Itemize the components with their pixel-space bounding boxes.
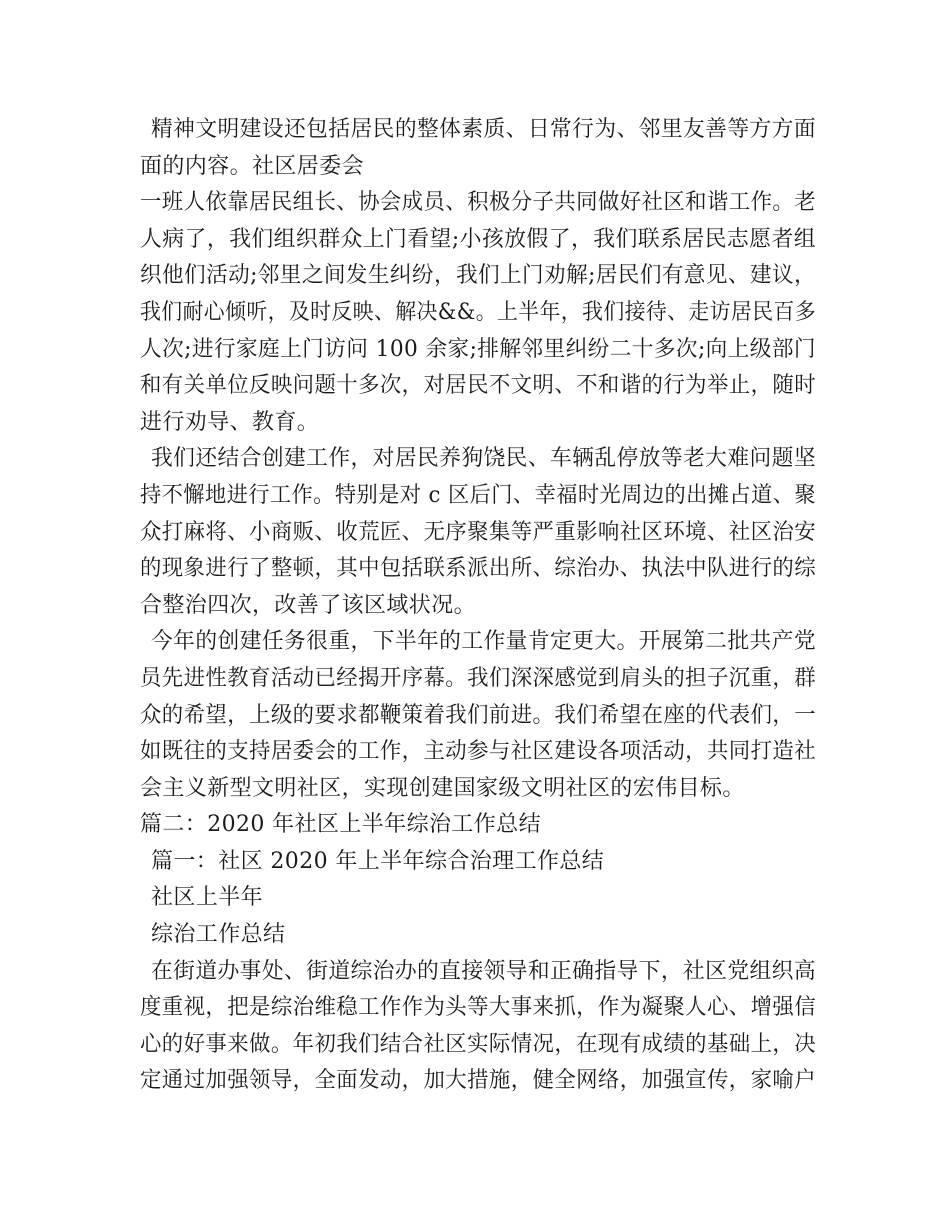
text-line: 和有关单位反映问题十多次，对居民不文明、不和谐的行为举止，随时 <box>140 373 816 399</box>
text-line: 我们耐心倾听，及时反映、解决&&。上半年，我们接待、走访居民百多 <box>140 299 816 325</box>
text-line: 织他们活动;邻里之间发生纠纷，我们上门劝解;居民们有意见、建议， <box>140 263 816 289</box>
text-line: 人病了，我们组织群众上门看望;小孩放假了，我们联系居民志愿者组 <box>140 226 816 252</box>
text-line: 进行劝导、教育。 <box>140 409 320 435</box>
text-line: 员先进性教育活动已经揭开序幕。我们深深感觉到肩头的担子沉重，群 <box>140 665 816 691</box>
text-line: 定通过加强领导，全面发动，加大措施，健全网络，加强宣传，家喻户 <box>140 1068 816 1094</box>
text-line: 我们还结合创建工作，对居民养狗饶民、车辆乱停放等老大难问题坚 <box>151 446 816 472</box>
text-line: 合整治四次，改善了该区域状况。 <box>140 592 477 618</box>
text-line: 众的希望，上级的要求都鞭策着我们前进。我们希望在座的代表们，一 <box>140 702 816 728</box>
text-line: 众打麻将、小商贩、收荒匠、无序聚集等严重影响社区环境、社区治安 <box>140 519 816 545</box>
text-line: 持不懈地进行工作。特别是对 c 区后门、幸福时光周边的出摊占道、聚 <box>140 482 816 508</box>
text-line: 篇一：社区 2020 年上半年综合治理工作总结 <box>151 848 605 874</box>
text-line: 的现象进行了整顿，其中包括联系派出所、综治办、执法中队进行的综 <box>140 556 816 582</box>
text-line: 在街道办事处、街道综治办的直接领导和正确指导下，社区党组织高 <box>151 958 816 984</box>
text-line: 人次;进行家庭上门访问 100 余家;排解邻里纠纷二十多次;向上级部门 <box>140 336 816 362</box>
text-line: 度重视，把是综治维稳工作作为头等大事来抓，作为凝聚人心、增强信 <box>140 995 816 1021</box>
text-line: 综治工作总结 <box>151 922 286 948</box>
text-line: 会主义新型文明社区，实现创建国家级文明社区的宏伟目标。 <box>140 775 745 801</box>
text-line: 如既往的支持居委会的工作，主动参与社区建设各项活动，共同打造社 <box>140 739 816 765</box>
text-line: 今年的创建任务很重，下半年的工作量肯定更大。开展第二批共产党 <box>151 629 816 655</box>
text-line: 社区上半年 <box>151 885 264 911</box>
text-line: 一班人依靠居民组长、协会成员、积极分子共同做好社区和谐工作。老 <box>140 190 816 216</box>
text-line: 面的内容。社区居委会 <box>140 153 365 179</box>
text-line: 精神文明建设还包括居民的整体素质、日常行为、邻里友善等方方面 <box>151 117 816 142</box>
text-line: 篇二：2020 年社区上半年综治工作总结 <box>140 812 541 838</box>
document-body <box>140 112 816 1100</box>
text-line: 心的好事来做。年初我们结合社区实际情况，在现有成绩的基础上，决 <box>140 1031 816 1057</box>
